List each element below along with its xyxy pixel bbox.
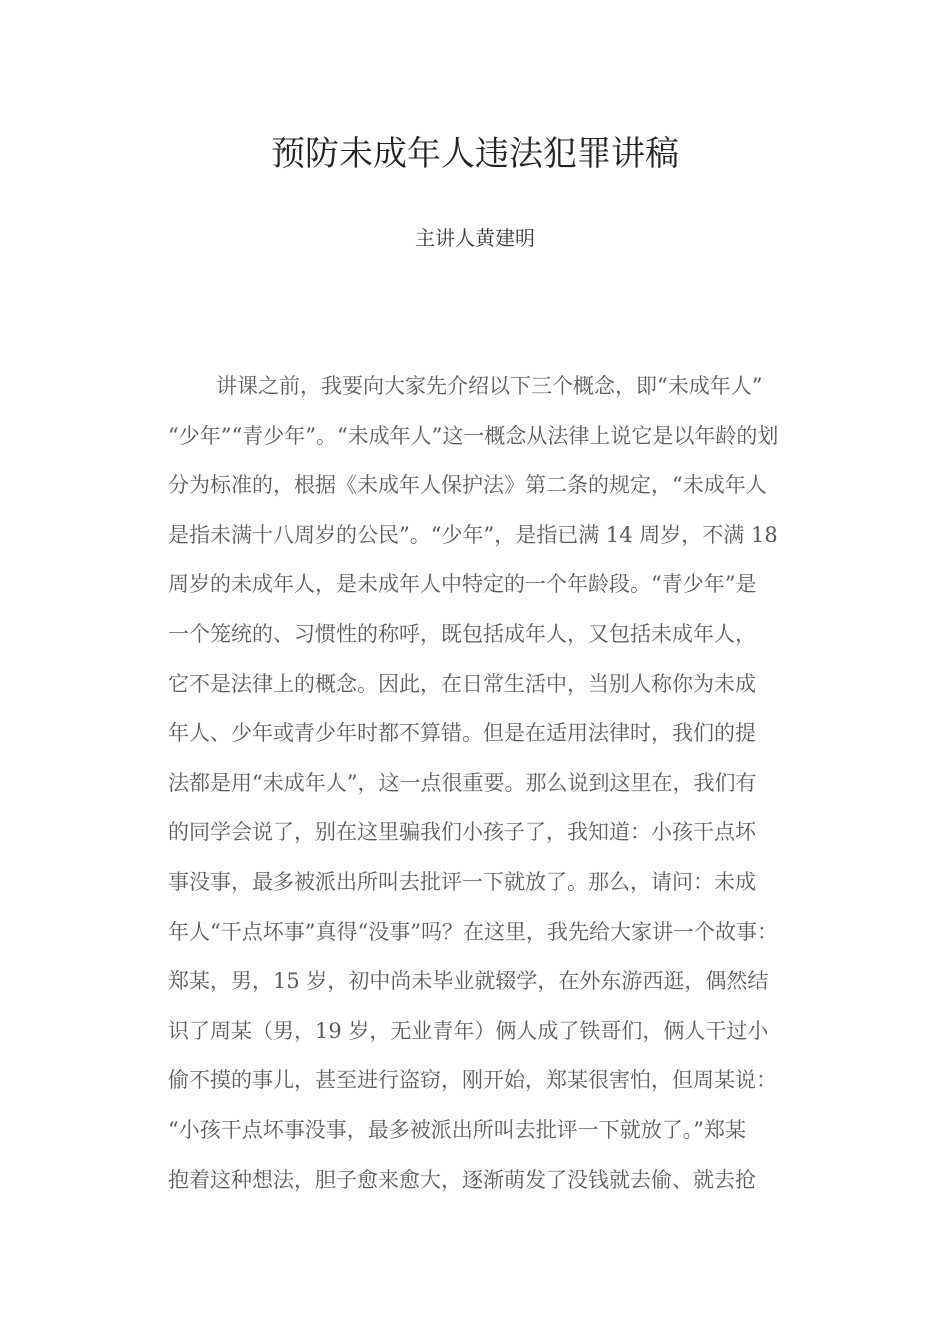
body-line: 法都是用“未成年人”，这一点很重要。那么说到这里在，我们有 (168, 770, 757, 795)
body-line: “少年”“青少年”。“未成年人”这一概念从法律上说它是以年龄的划 (168, 423, 779, 448)
body-line: 一个笼统的、习惯性的称呼，既包括成年人，又包括未成年人， (168, 621, 756, 646)
body-line: 是指未满十八周岁的公民”。“少年”，是指已满 14 周岁，不满 18 (168, 522, 778, 547)
body-line: 分为标准的，根据《未成年人保护法》第二条的规定，“未成年人 (168, 473, 767, 498)
author-line: 主讲人黄建明 (415, 226, 535, 250)
body-line: 年人“干点坏事”真得“没事”吗？在这里，我先给大家讲一个故事： (168, 919, 778, 944)
body-line: “小孩干点坏事没事，最多被派出所叫去批评一下就放了。”郑某 (168, 1117, 746, 1142)
body-line: 事没事，最多被派出所叫去批评一下就放了。那么，请问：未成 (168, 869, 756, 894)
document-title: 预防未成年人违法犯罪讲稿 (271, 134, 679, 174)
body-line: 的同学会说了，别在这里骗我们小孩子了，我知道：小孩干点坏 (168, 820, 756, 845)
body-text (168, 362, 848, 1205)
body-line: 年人、少年或青少年时都不算错。但是在适用法律时，我们的提 (168, 721, 756, 746)
body-line: 郑某，男，15 岁，初中尚未毕业就辍学，在外东游西逛，偶然结 (168, 969, 769, 994)
body-line: 它不是法律上的概念。因此，在日常生活中，当别人称你为未成 (168, 671, 756, 696)
body-line: 识了周某（男，19 岁，无业青年）俩人成了铁哥们，俩人干过小 (168, 1018, 769, 1043)
body-line: 抱着这种想法，胆子愈来愈大，逐渐萌发了没钱就去偷、就去抢 (168, 1167, 756, 1192)
body-line: 讲课之前，我要向大家先介绍以下三个概念，即“未成年人” (216, 374, 763, 398)
body-line: 周岁的未成年人，是未成年人中特定的一个年龄段。“青少年”是 (168, 572, 757, 597)
body-line: 偷不摸的事儿，甚至进行盗窃，刚开始，郑某很害怕，但周某说： (168, 1068, 777, 1093)
